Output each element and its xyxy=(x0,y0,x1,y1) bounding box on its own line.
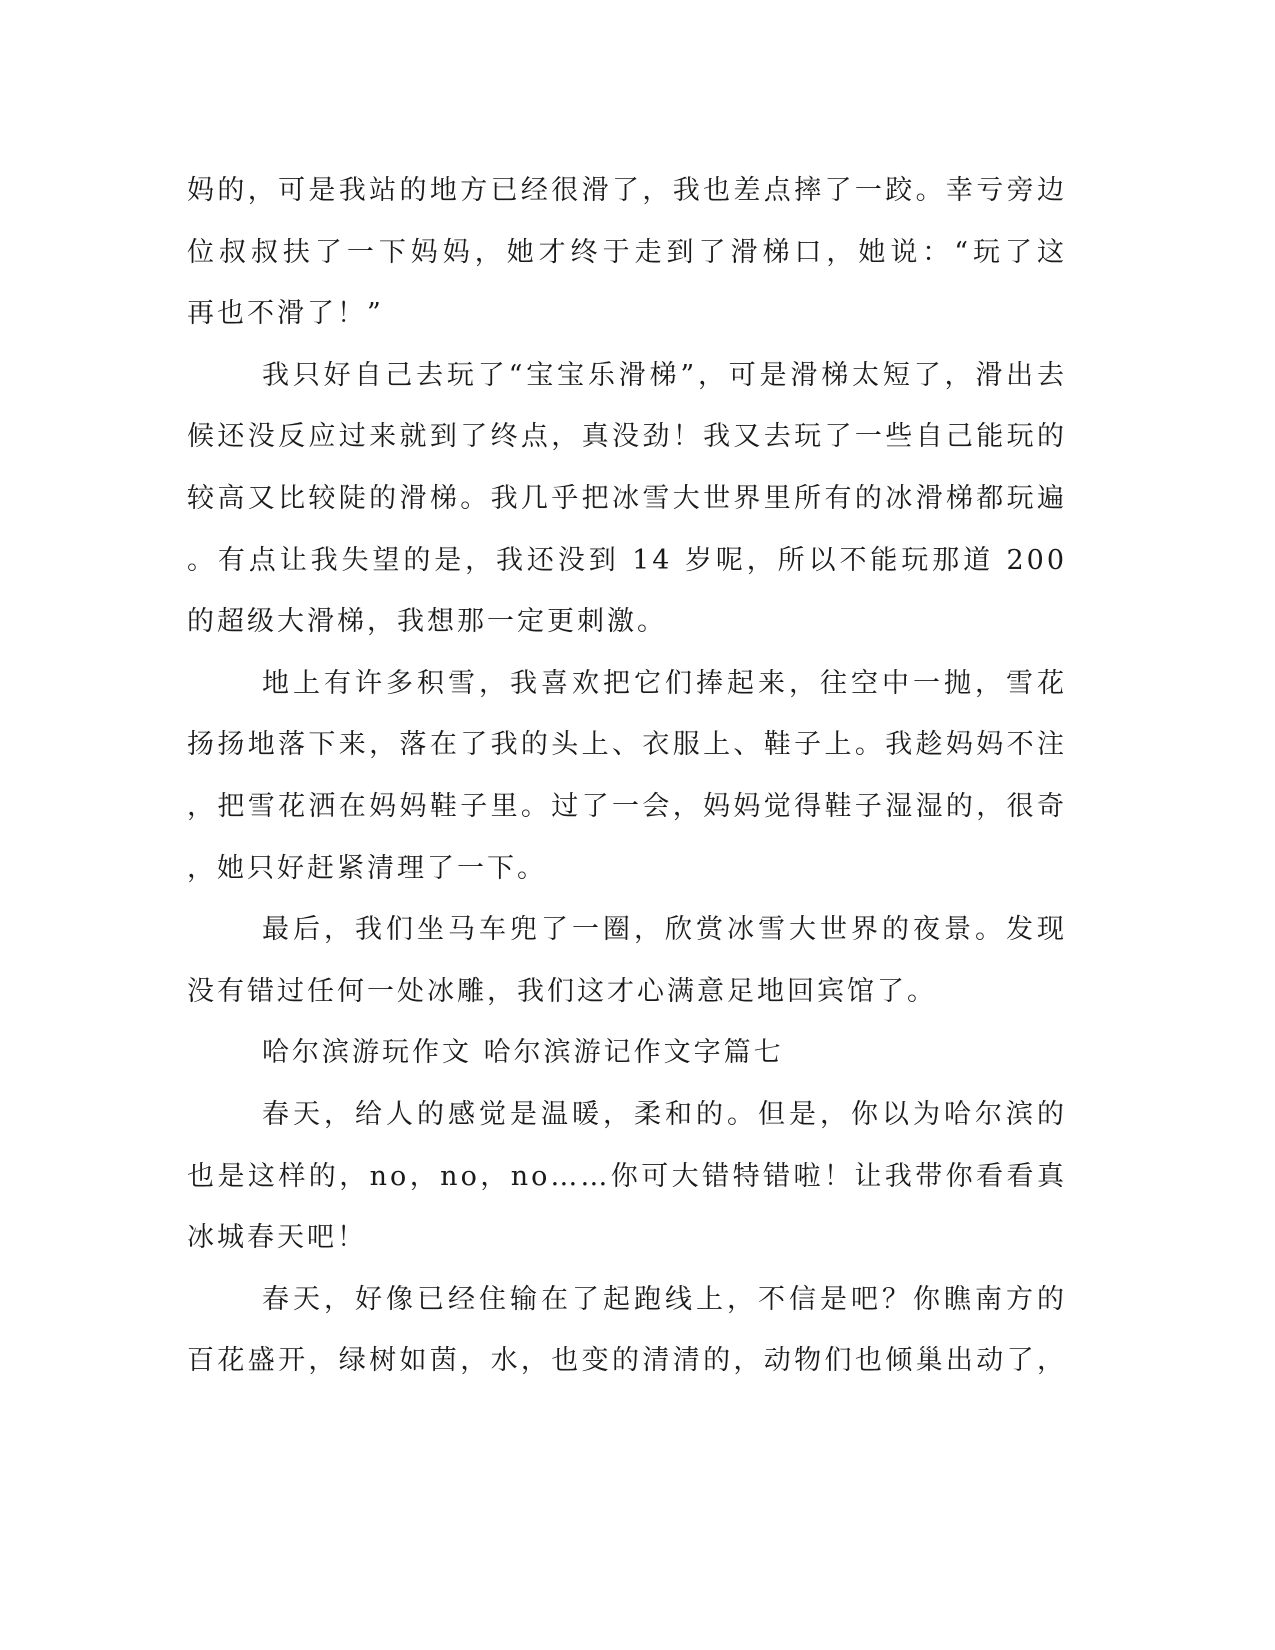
text-line: 扬扬地落下来，落在了我的头上、衣服上、鞋子上。我趁妈妈不注 xyxy=(187,729,1067,761)
paragraph-first-line: 我只好自己去玩了“宝宝乐滑梯”，可是滑梯太短了，滑出去 xyxy=(262,359,1067,391)
paragraph-first-line: 最后，我们坐马车兜了一圈，欣赏冰雪大世界的夜景。发现 xyxy=(262,914,1067,946)
document-text xyxy=(187,160,1067,1392)
text-line: 再也不滑了！” xyxy=(187,298,384,330)
text-line: 也是这样的，no，no，no……你可大错特错啦！让我带你看看真 xyxy=(187,1160,1067,1192)
text-line: 候还没反应过来就到了终点，真没劲！我又去玩了一些自己能玩的 xyxy=(187,421,1067,453)
text-line: 较高又比较陡的滑梯。我几乎把冰雪大世界里所有的冰滑梯都玩遍 xyxy=(187,482,1067,514)
text-line: ，她只好赶紧清理了一下。 xyxy=(187,852,547,884)
paragraph-first-line: 春天，给人的感觉是温暖，柔和的。但是，你以为哈尔滨的 xyxy=(262,1098,1067,1130)
paragraph-first-line: 春天，好像已经住输在了起跑线上，不信是吧？你瞧南方的 xyxy=(262,1283,1067,1315)
text-line: ，把雪花洒在妈妈鞋子里。过了一会，妈妈觉得鞋子湿湿的，很奇 xyxy=(187,790,1067,822)
text-line: 。有点让我失望的是，我还没到 14 岁呢，所以不能玩那道 200 xyxy=(187,544,1067,576)
paragraph-first-line: 地上有许多积雪，我喜欢把它们捧起来，往空中一抛，雪花 xyxy=(262,667,1067,699)
text-line: 位叔叔扶了一下妈妈，她才终于走到了滑梯口，她说：“玩了这 xyxy=(187,236,1067,268)
text-line: 百花盛开，绿树如茵，水，也变的清清的，动物们也倾巢出动了， xyxy=(187,1345,1067,1377)
section-heading: 哈尔滨游玩作文 哈尔滨游记作文字篇七 xyxy=(262,1037,784,1069)
text-line: 的超级大滑梯，我想那一定更刺激。 xyxy=(187,606,667,638)
text-line: 妈的，可是我站的地方已经很滑了，我也差点摔了一跤。幸亏旁边 xyxy=(187,175,1067,206)
text-line: 没有错过任何一处冰雕，我们这才心满意足地回宾馆了。 xyxy=(187,975,937,1007)
text-line: 冰城春天吧！ xyxy=(187,1222,367,1254)
